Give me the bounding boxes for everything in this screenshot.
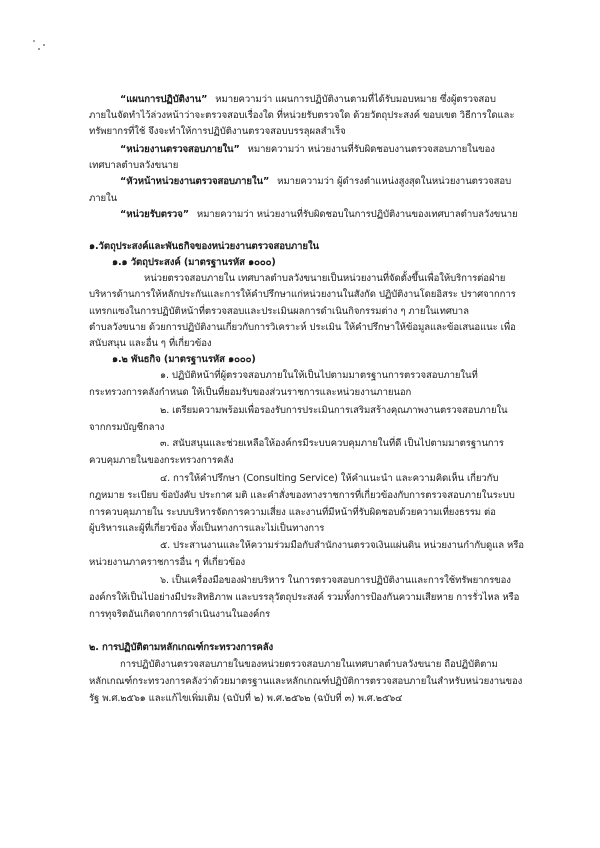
mission-item: ๖. เป็นเครื่องมือของฝ่ายบริหาร ในการตรวจสอบการปฏิบัติงานและการใช้ทรัพยากรของ (160, 575, 511, 586)
mission-item: ๒. เตรียมความพร้อมเพื่อรองรับการประเมินการเสริมสร้างคุณภาพงานตรวจสอบภายใน (160, 405, 508, 416)
subsection-heading: ๑.๑ วัตถุประสงค์ (มาตรฐานรหัส ๑๐๐๐) (112, 257, 276, 268)
mission-item: ๓. สนับสนุนและช่วยเหลือให้องค์กรมีระบบควบคุมภายในที่ดี เป็นไปตามมาตรฐานการ (160, 438, 504, 449)
mission-item: ผู้บริหารและผู้ที่เกี่ยวข้อง ทั้งเป็นทางการและไม่เป็นทางการ (89, 523, 325, 534)
mission-item: จากกรมบัญชีกลาง (89, 422, 165, 433)
section-heading: ๑.วัตถุประสงค์และพันธกิจของหน่วยงานตรวจสอบภายใน (89, 241, 319, 252)
definition-text: หมายความว่า หน่วยงานที่รับผิดชอบงานตรวจสอบภายในของ (247, 144, 495, 155)
definition-term: “หน่วยงานตรวจสอบภายใน” (120, 144, 240, 155)
mission-item: ๑. ปฏิบัติหน้าที่ผู้ตรวจสอบภายในให้เป็นไปตามมาตรฐานการตรวจสอบภายในที่ (160, 370, 478, 381)
mission-item: ๕. ประสานงานและให้ความร่วมมือกับสำนักงานตรวจเงินแผ่นดิน หน่วยงานกำกับดูแล หรือ (160, 540, 524, 551)
scan-speck (33, 40, 35, 42)
mission-item: กฎหมาย ระเบียบ ข้อบังคับ ประกาศ มติ และคำสั่งของทางราชการที่เกี่ยวข้องกับการตรวจสอบภายในระบบ (89, 490, 515, 501)
definition-head-line-1 (120, 175, 511, 188)
paragraph-line: สนับสนุน และอื่น ๆ ที่เกี่ยวข้อง (89, 338, 212, 349)
mission-item: การทุจริตอันเกิดจากการดำเนินงานในองค์กร (89, 609, 270, 620)
mission-item: ควบคุมภายในของกระทรวงการคลัง (89, 455, 234, 466)
subsection-heading: ๑.๒ พันธกิจ (มาตรฐานรหัส ๑๐๐๐) (112, 354, 256, 365)
paragraph-line: บริหารด้านการให้หลักประกันและการให้คำปรึกษาแก่หน่วยงานในสังกัด ปฏิบัติงานโดยอิสระ ปราศจากการ (89, 289, 516, 300)
paragraph-line: หน่วยตรวจสอบภายใน เทศบาลตำบลวังขนายเป็นหน่วยงานที่จัดตั้งขึ้นเพื่อให้บริการต่อฝ่าย (144, 273, 506, 284)
definition-text: ทรัพยากรที่ใช้ จึงจะทำให้การปฏิบัติงานตรวจสอบบรรลุผลสำเร็จ (89, 126, 346, 137)
mission-item: หน่วยงานภาคราชการอื่น ๆ ที่เกี่ยวข้อง (89, 557, 246, 568)
definition-text: ภายในจัดทำไว้ล่วงหน้าว่าจะตรวจสอบเรื่องใด ที่หน่วยรับตรวจใด ด้วยวัตถุประสงค์ ขอบเขต วิธีการใดและ (89, 110, 515, 121)
mission-item: กระทรวงการคลังกำหนด ให้เป็นที่ยอมรับของส่วนราชการและหน่วยงานภายนอก (89, 387, 412, 398)
definition-unit-line-1 (120, 143, 495, 156)
definition-text: หมายความว่า หน่วยงานที่รับผิดชอบในการปฏิบัติงานของเทศบาลตำบลวังขนาย (196, 209, 518, 220)
mission-item: การควบคุมภายใน ระบบบริหารจัดการความเสี่ยง และงานที่มีหน้าที่รับผิดชอบด้วยความเที่ยงธรรม ต่อ (89, 507, 496, 518)
definition-plan-line-1 (120, 93, 496, 106)
definition-text: เทศบาลตำบลวังขนาย (89, 160, 179, 171)
paragraph-line: ตำบลวังขนาย ด้วยการปฏิบัติงานเกี่ยวกับการวิเคราะห์ ประเมิน ให้คำปรึกษาให้ข้อมูลและข้อเสนอแนะ เพื่อ (89, 322, 516, 333)
section-heading: ๒. การปฏิบัติตามหลักเกณฑ์กระทรวงการคลัง (89, 642, 274, 653)
definition-term: “หน่วยรับตรวจ” (120, 209, 189, 220)
paragraph-line: หลักเกณฑ์กระทรวงการคลังว่าด้วยมาตรฐานและหลักเกณฑ์ปฏิบัติการตรวจสอบภายในสำหรับหน่วยงานของ (89, 676, 523, 687)
definition-text: หมายความว่า ผู้ดำรงตำแหน่งสูงสุดในหน่วยงานตรวจสอบ (277, 176, 512, 187)
scan-speck (38, 48, 40, 50)
definition-text: ภายใน (89, 193, 118, 204)
definition-term: “แผนการปฏิบัติงาน” (120, 94, 208, 105)
definition-auditee-line-1 (120, 208, 518, 221)
mission-item: ๔. การให้คำปรึกษา (Consulting Service) ให้คำแนะนำ และความคิดเห็น เกี่ยวกับ (160, 473, 499, 484)
definition-text: หมายความว่า แผนการปฏิบัติงานตามที่ได้รับมอบหมาย ซึ่งผู้ตรวจสอบ (215, 94, 496, 105)
scan-speck (43, 44, 45, 46)
paragraph-line: รัฐ พ.ศ.๒๕๖๑ และแก้ไขเพิ่มเติม (ฉบับที่ ๒) พ.ศ.๒๕๖๒ (ฉบับที่ ๓) พ.ศ.๒๕๖๔ (89, 693, 403, 704)
mission-item: องค์กรให้เป็นไปอย่างมีประสิทธิภาพ และบรรลุวัตถุประสงค์ รวมทั้งการป้องกันความเสียหาย การรั่วไหล หรือ (89, 592, 520, 603)
paragraph-line: แทรกแซงในการปฏิบัติหน้าที่ตรวจสอบและประเมินผลการดำเนินกิจกรรมต่าง ๆ ภายในเทศบาล (89, 306, 469, 317)
definition-term: “หัวหน้าหน่วยงานตรวจสอบภายใน” (120, 176, 270, 187)
paragraph-line: การปฏิบัติงานตรวจสอบภายในของหน่วยตรวจสอบภายในเทศบาลตำบลวังขนาย ถือปฏิบัติตาม (120, 659, 498, 670)
